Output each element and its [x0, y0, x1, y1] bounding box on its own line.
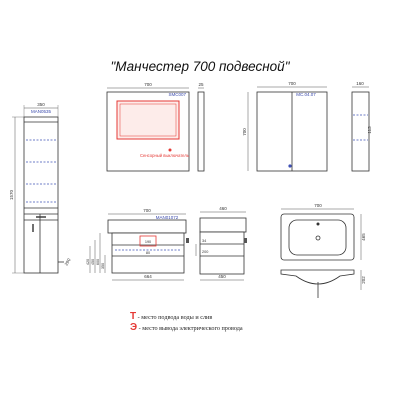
sink-section: [281, 270, 361, 298]
vanity-side-34-label: 34: [202, 239, 207, 243]
tall-cabinet-height-label: 1570: [9, 189, 14, 201]
vanity-420-label: 420: [86, 258, 90, 266]
legend-water-marker: Т: [130, 311, 137, 322]
sink-width-label: 700: [314, 203, 322, 208]
vanity-80-label: 80: [145, 251, 151, 255]
sink-depth-label: 465: [361, 233, 366, 241]
sink-top-view: [281, 209, 361, 260]
vanity-code-label: MAN01072: [155, 215, 179, 220]
vanity-190-label: 190: [144, 240, 152, 244]
mirror-cabinet: [248, 87, 369, 171]
vanity-front: [90, 214, 189, 280]
tall-cabinet: [12, 105, 64, 273]
sink-front-label: 202: [361, 276, 366, 284]
legend-electric: [130, 322, 243, 333]
mirror-cabinet-shelf-label: 113: [367, 126, 372, 134]
vanity-base-width-label: 664: [144, 274, 152, 279]
legend-water: [130, 311, 212, 322]
mirror-depth-label: 25: [198, 82, 204, 87]
legend-electric-text: - место вывода электрического провода: [138, 325, 243, 332]
mirror-cabinet-depth-label: 160: [356, 81, 364, 86]
vanity-width-label: 700: [143, 208, 151, 213]
tall-cabinet-code-label: MAN0535: [30, 109, 52, 114]
tall-cabinet-depth-label: 290: [63, 257, 72, 267]
vanity-side-depth-label: 460: [219, 206, 227, 211]
drawing-title: "Манчестер 700 подвесной": [110, 59, 290, 74]
mirror-cabinet-height-label: 700: [242, 128, 247, 136]
mirror-cabinet-code-label: MC.04.07: [296, 92, 316, 97]
vanity-side: [196, 212, 247, 280]
vanity-600-label: 600: [96, 258, 100, 266]
tall-cabinet-width-label: 350: [37, 102, 45, 107]
sensor-label: Сенсорный выключатель: [140, 153, 189, 158]
legend-electric-marker: Э: [130, 322, 138, 333]
vanity-side-depth2-label: 450: [218, 274, 226, 279]
mirror-width-label: 700: [144, 82, 152, 87]
legend-water-text: - место подвода воды и слив: [137, 314, 213, 321]
vanity-side-200-label: 200: [202, 250, 209, 254]
mirror-code-label: SMC007: [168, 92, 186, 97]
sensor-switch-icon: [169, 149, 172, 152]
mirror: [107, 88, 204, 171]
vanity-350-label: 350: [101, 262, 105, 270]
vanity-450-label: 450: [91, 258, 95, 266]
mirror-cabinet-width-label: 700: [288, 81, 296, 86]
